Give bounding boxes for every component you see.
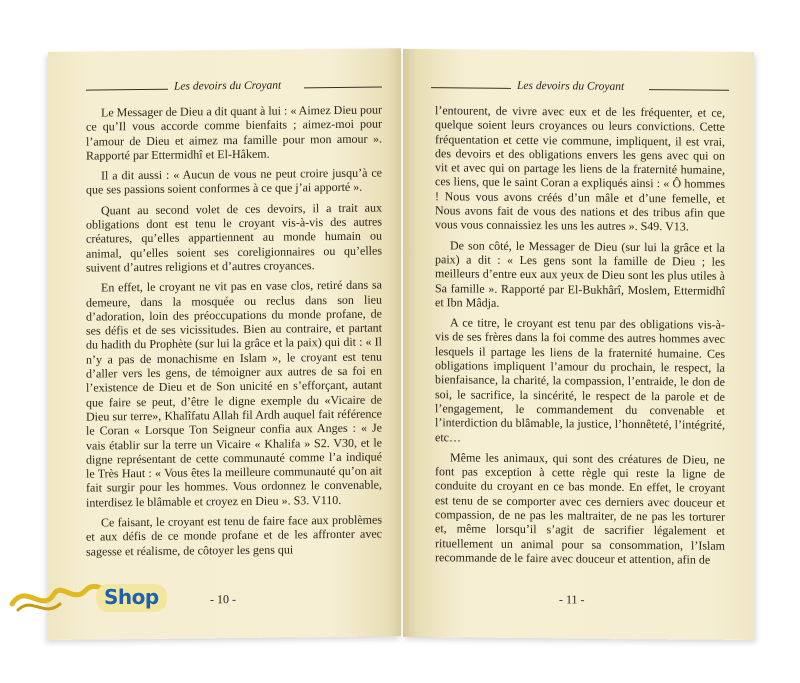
open-book xyxy=(48,52,754,640)
header-rule xyxy=(304,87,382,89)
right-page xyxy=(403,49,754,640)
paragraph: l’entourent, de vivre avec eux et de les fréquenter, et ce, quelque soient leurs croyances ou leurs convictions. Cette fréquentation et cette vie commune, impliquent, il est vrai, des devoirs et des obligations envers les gens avec qui on vit et avec qui on partage les liens de la fraternité humaine, ces liens, que le saint Coran a expliqués ainsi : « Ô hommes ! Nous vous avons créés d’un mâle et d’une femelle, et Nous avons fait de vous des nations et des tribus afin que vous vous connaissiez les uns les autres ». S49. V13. xyxy=(435,103,725,234)
header-rule xyxy=(431,87,511,89)
paragraph: Il a dit aussi : « Aucun de vous ne peut croire jusqu’à ce que ses passions soient conformes à ce que j’ai apporté ». xyxy=(86,165,382,198)
page-number: - 10 - xyxy=(210,592,236,607)
paragraph: Ce faisant, le croyant est tenu de faire face aux problèmes et aux défis de ce monde profane et de les affronter avec sagesse et réalisme, de côtoyer les gens qui xyxy=(86,512,382,559)
left-running-head xyxy=(48,78,401,98)
paragraph: Même les animaux, qui sont des créatures de Dieu, ne font pas exception à cette règle qui reste la ligne de conduite du croyant en ce bas monde. En effet, le croyant est tenu de se comporter avec ces derniers avec douceur et compassion, de ne pas les maltraiter, de ne pas les torturer et, même lorsqu’il s’agit de sacrifier légalement et rituellement un animal pour sa consommation, l’Islam recommande de le faire avec douceur et attention, afin de xyxy=(435,450,725,567)
paragraph: Le Messager de Dieu a dit quant à lui : « Aimez Dieu pour ce qu’Il vous accorde comme bienfaits ; aimez-moi pour l’amour de Dieu et aimez ma famille pour mon amour ». Rapporté par Ettermidhî et El-Hâkem. xyxy=(86,102,382,163)
paragraph: De son côté, le Messager de Dieu (sur lui la grâce et la paix) a dit : « Les gens sont la famille de Dieu ; les meilleurs d’entre eux aux yeux de Dieu sont les plus utiles à Sa famille ». Rapporté par El-Bukhârî, Moslem, Ettermidhî et Ibn Mâdja. xyxy=(435,238,725,310)
left-page xyxy=(48,48,401,640)
swirl-logo-icon xyxy=(8,574,108,620)
paragraph: A ce titre, le croyant est tenu par des obligations vis-à-vis de ses frères dans la foi comme des autres hommes avec lesquels il partage les liens de la fraternité humaine. Ces obligations impliquent l’amour du prochain, le respect, la bienfaisance, la charité, la compassion, l’entraide, le don de soi, le sacrifice, la sincérité, le respect de la parole et de l’engagement, le commandement du convenable et l’interdiction du blâmable, la justice, l’honnêteté, l’intégrité, etc… xyxy=(435,315,725,444)
logo-text: Shop xyxy=(96,584,167,612)
running-title: Les devoirs du Croyant xyxy=(174,79,282,93)
right-running-head xyxy=(403,79,754,98)
paragraph: Quant au second volet de ces devoirs, il a trait aux obligations dont est tenu le croyant vis-à-vis des autres créatures, qu’elles appartiennent au monde humain ou animal, qu’elles soient ses coreligionnaires ou qu’elles suivent d’autres religions et d’autres croyances. xyxy=(86,200,382,275)
page-number: - 11 - xyxy=(559,592,585,607)
running-title: Les devoirs du Croyant xyxy=(517,79,625,93)
right-page-body xyxy=(435,103,725,573)
header-rule xyxy=(649,89,729,91)
header-rule xyxy=(86,89,168,91)
paragraph: En effet, le croyant ne vit pas en vase clos, retiré dans sa demeure, dans la mosquée ou reclus dans son lieu d’adoration, loin des préoccupations du monde profane, de ses défis et de ses vicissitudes. Bien au contraire, et partant du hadith du Prophète (sur lui la grâce et la paix) qui dit : « Il n’y a pas de monachisme en Islam », le croyant est tenu d’aller vers les gens, de témoigner aux autres de sa foi en l’existence de Dieu et de Son unicité en s’efforçant, autant que faire se peut, d’être le digne exemple du «Vicaire de Dieu sur terre», Khalîfatu Allah fil Ardh auquel fait référence le Coran « Lorsque Ton Seigneur confia aux Anges : « Je vais établir sur la terre un Vicaire « Khalifa » S2. V30, et le digne représentant de cette communauté comme l’a indiqué le Très Haut : « Vous êtes la meilleure communauté qu’on ait fait surgir pour les hommes. Vous ordonnez le convenable, interdisez le blâmable et croyez en Dieu ». S3. V110. xyxy=(86,277,382,510)
shop-logo xyxy=(8,574,178,624)
left-page-body xyxy=(86,103,382,565)
